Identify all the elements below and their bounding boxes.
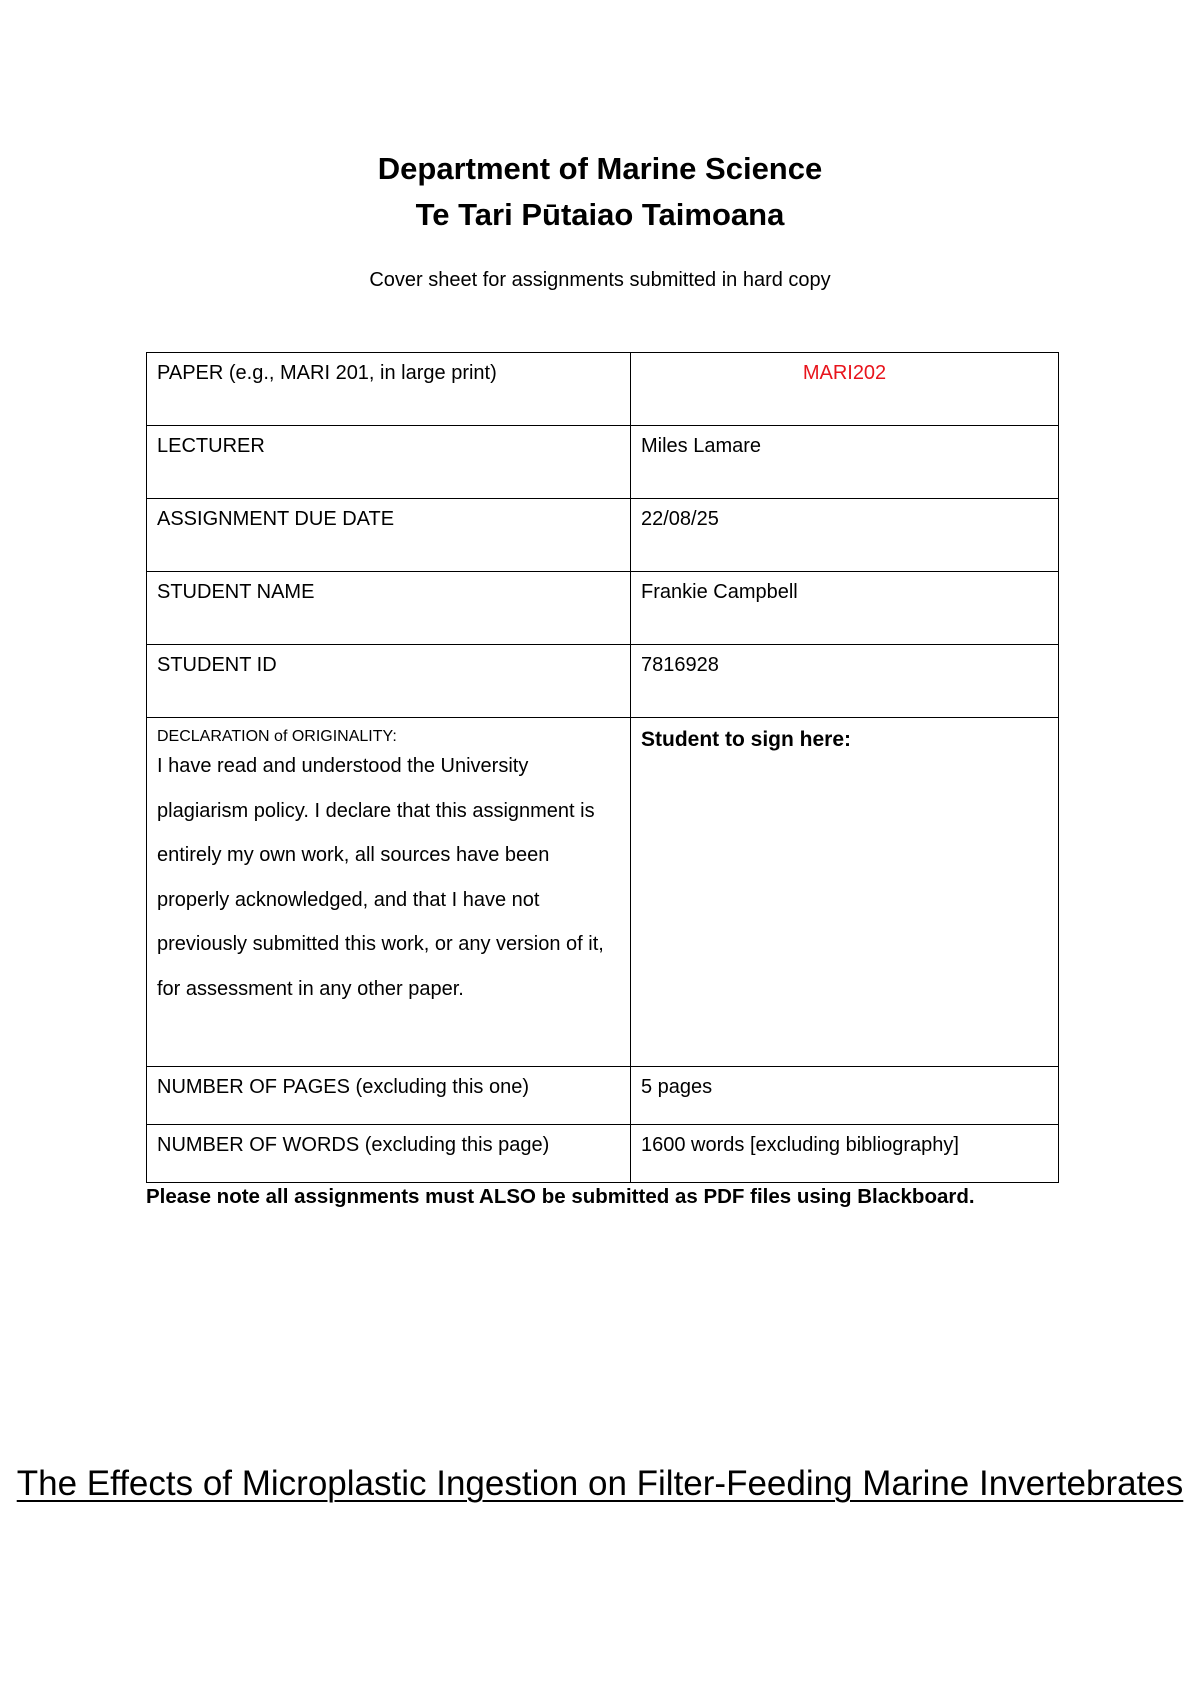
submission-note: Please note all assignments must ALSO be submitted as PDF files using Blackboard. — [146, 1185, 975, 1208]
table-row-lecturer — [147, 426, 1059, 499]
signature-label: Student to sign here: — [641, 728, 851, 751]
table-row-student-id — [147, 645, 1059, 718]
cover-sheet-subtitle: Cover sheet for assignments submitted in hard copy — [369, 269, 831, 291]
student-name-value: Frankie Campbell — [631, 572, 1059, 645]
table-row-words — [147, 1125, 1059, 1183]
declaration-heading: DECLARATION of ORIGINALITY: — [157, 728, 397, 745]
table-row-pages — [147, 1067, 1059, 1125]
signature-cell — [631, 718, 1059, 1067]
words-label: NUMBER OF WORDS (excluding this page) — [147, 1125, 631, 1183]
pages-label: NUMBER OF PAGES (excluding this one) — [147, 1067, 631, 1125]
due-date-value: 22/08/25 — [631, 499, 1059, 572]
essay-title: The Effects of Microplastic Ingestion on Filter-Feeding Marine Invertebrates — [16, 1464, 1184, 1503]
pages-value: 5 pages — [631, 1067, 1059, 1125]
paper-value: MARI202 — [631, 353, 1059, 426]
table-row-declaration — [147, 718, 1059, 1067]
paper-label: PAPER (e.g., MARI 201, in large print) — [147, 353, 631, 426]
student-name-label: STUDENT NAME — [147, 572, 631, 645]
lecturer-value: Miles Lamare — [631, 426, 1059, 499]
table-row-student-name — [147, 572, 1059, 645]
due-date-label: ASSIGNMENT DUE DATE — [147, 499, 631, 572]
table-row-due-date — [147, 499, 1059, 572]
student-id-value: 7816928 — [631, 645, 1059, 718]
department-title-maori: Te Tari Pūtaiao Taimoana — [415, 197, 785, 232]
student-id-label: STUDENT ID — [147, 645, 631, 718]
words-value: 1600 words [excluding bibliography] — [631, 1125, 1059, 1183]
declaration-text: I have read and understood the University plagiarism policy. I declare that this assignment is entirely my own work, all sources have been properly acknowledged, and that I have not previously submitted this work, or any version of it, for assessment in any other paper. — [157, 755, 604, 1000]
table-row-paper — [147, 353, 1059, 426]
cover-sheet-table — [146, 352, 1059, 1183]
department-title: Department of Marine Science — [377, 151, 823, 186]
lecturer-label: LECTURER — [147, 426, 631, 499]
declaration-cell — [147, 718, 631, 1067]
